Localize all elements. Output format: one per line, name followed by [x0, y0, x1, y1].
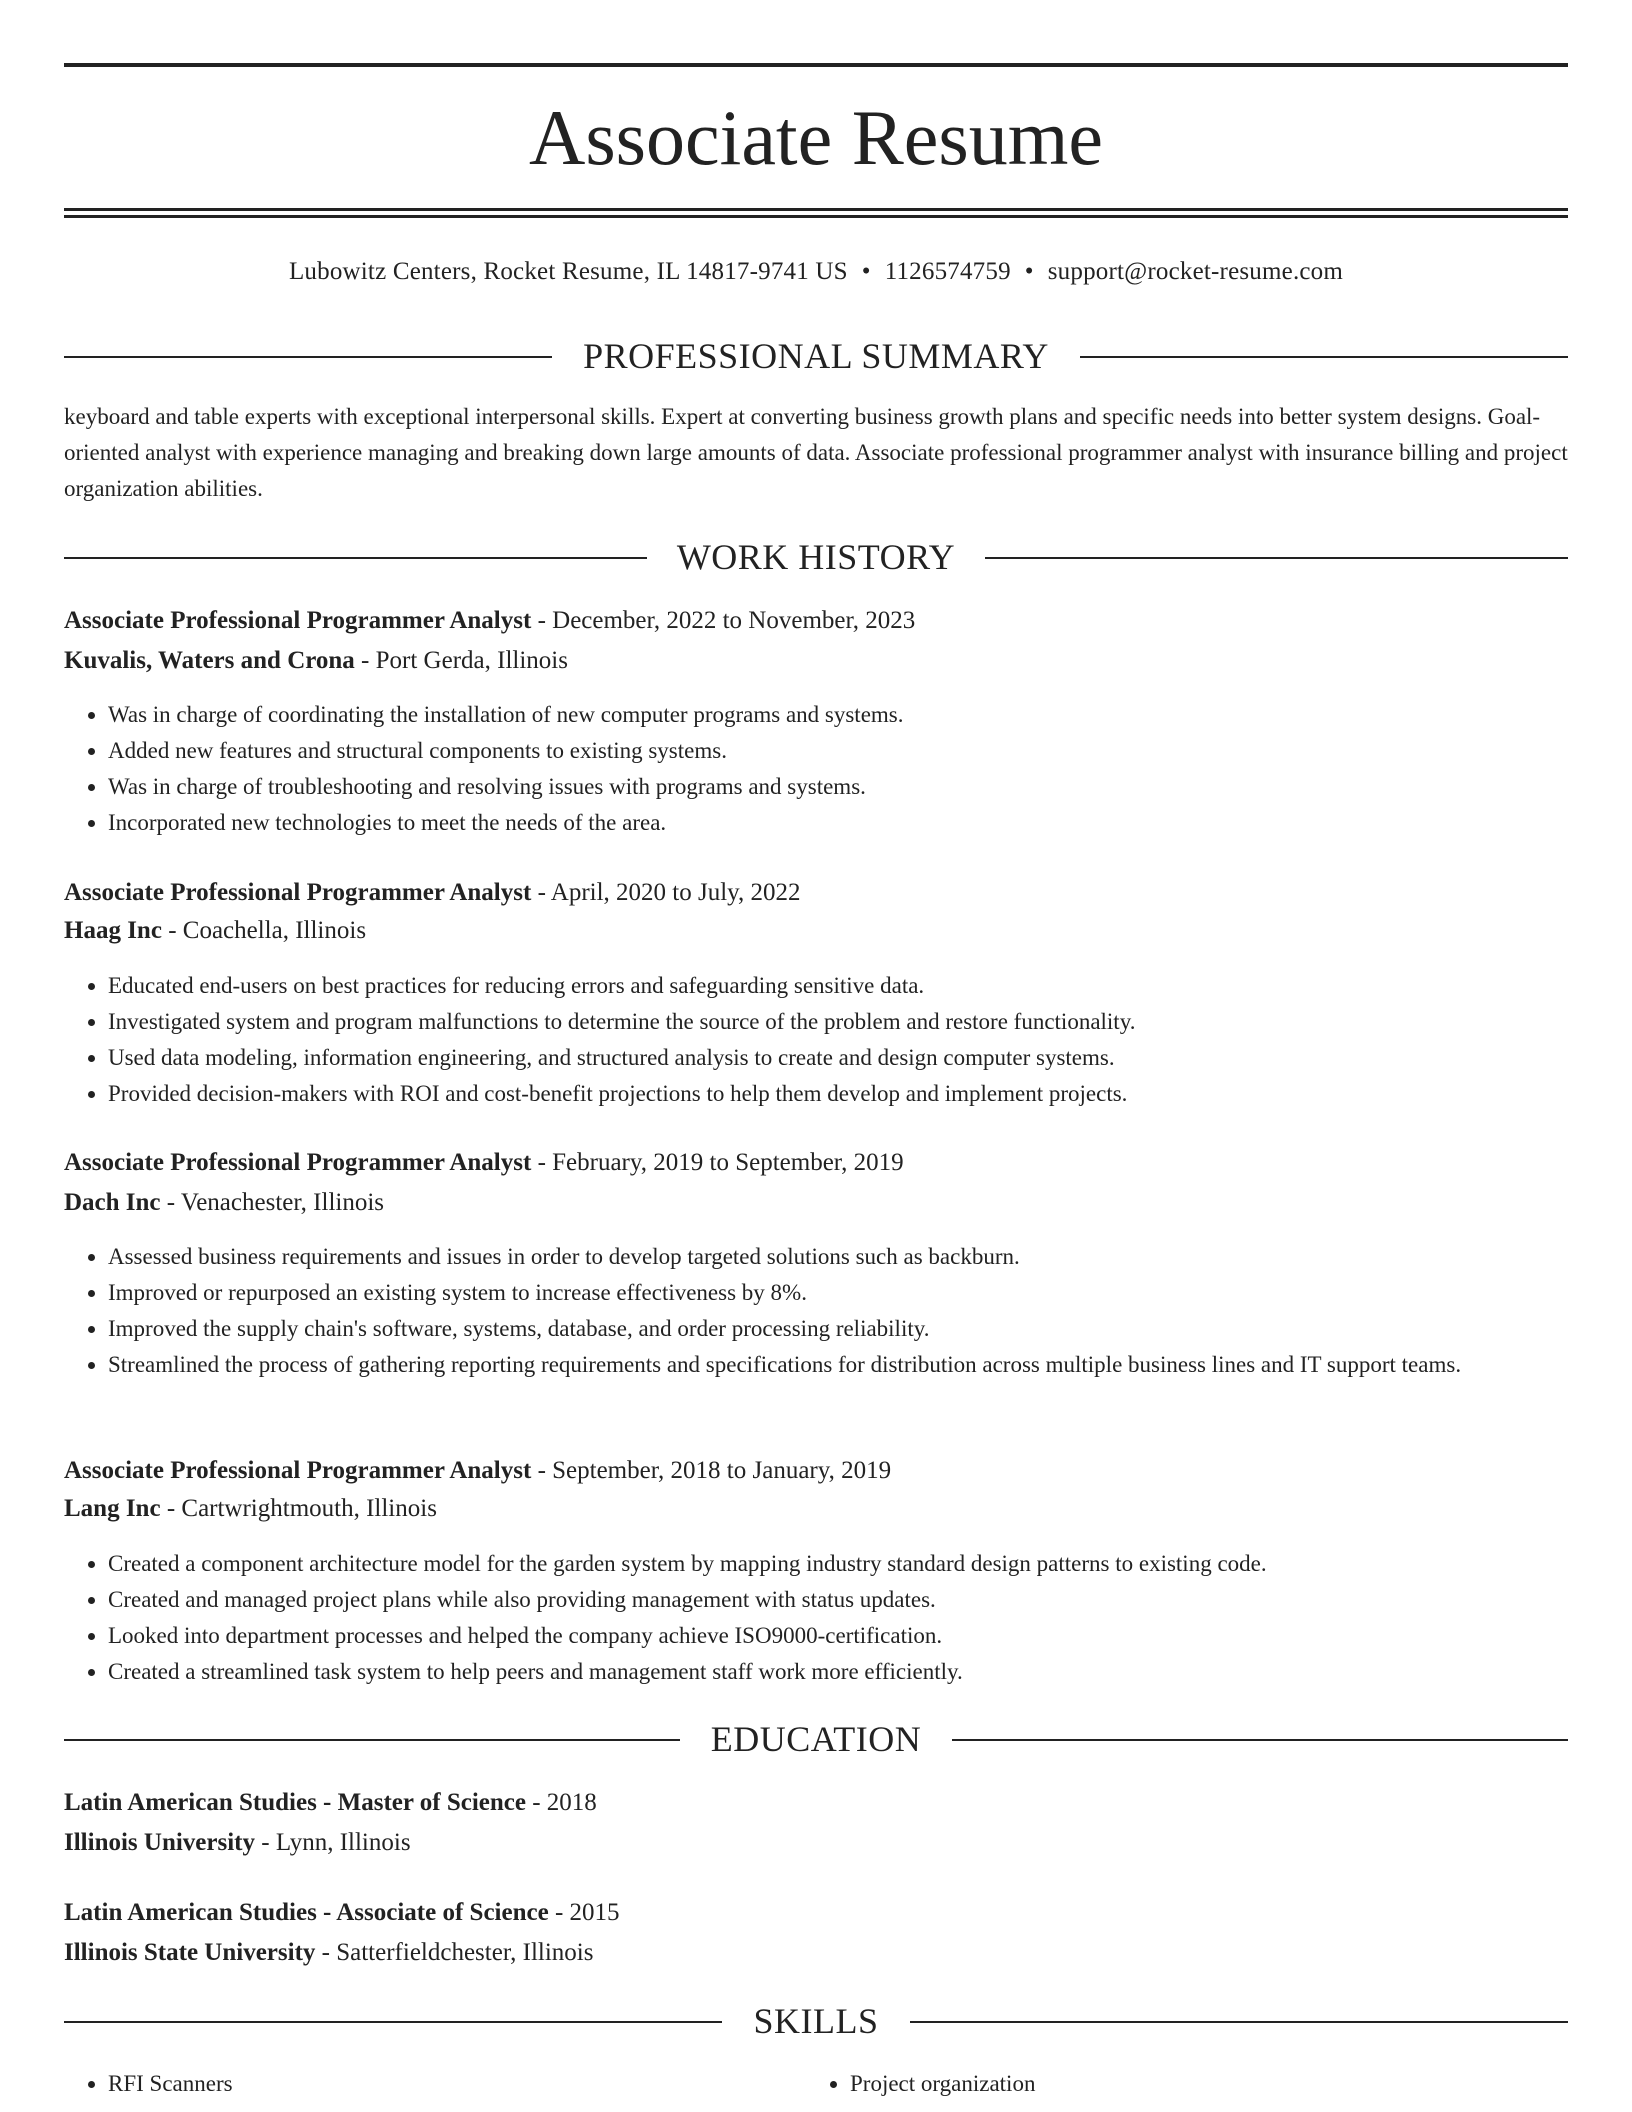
list-item: • Educated end-users on best practices for reducing errors and safeguarding sensitive data. — [108, 968, 1564, 1004]
job-company: Kuvalis, Waters and Crona — [64, 647, 355, 674]
list-item: • Assessed business requirements and issues in order to develop targeted solutions such as backburn. — [108, 1239, 1564, 1275]
list-item: • Incorporated new technologies to meet the needs of the area. — [108, 805, 1564, 841]
job-title-line — [64, 876, 1568, 910]
education-degree-line — [64, 1786, 1568, 1820]
contact-line — [64, 255, 1568, 289]
list-item: • Used data modeling, information engineering, and structured analysis to create and design computer systems. — [108, 1040, 1564, 1076]
list-item: • Improved or repurposed an existing system to increase effectiveness by 8%. — [108, 1275, 1564, 1311]
contact-phone[interactable]: 1126574759 — [884, 258, 1011, 285]
education-school-line — [64, 1936, 1568, 1970]
job-bullets — [64, 697, 1564, 841]
education-degree: Latin American Studies - Associate of Science — [64, 1899, 549, 1926]
job-title: Associate Professional Programmer Analyst — [64, 1457, 532, 1484]
education-school: Illinois State University — [64, 1939, 316, 1966]
job-dates: - April, 2020 to July, 2022 — [531, 879, 801, 906]
contact-separator: • — [861, 258, 871, 285]
summary-heading — [64, 336, 1568, 376]
job-location: - Cartwrightmouth, Illinois — [160, 1495, 437, 1522]
job-title-line — [64, 1146, 1568, 1180]
job-title: Associate Professional Programmer Analyst — [64, 607, 532, 634]
title-top-rule — [64, 63, 1568, 67]
contact-address: Lubowitz Centers, Rocket Resume, IL 14817-9741 US — [288, 258, 848, 285]
page-title: Associate Resume — [528, 94, 1104, 181]
section-title: SKILLS — [723, 2001, 908, 2041]
job-company-line — [64, 1186, 1568, 1220]
job-company: Dach Inc — [64, 1189, 161, 1216]
education-location: - Lynn, Illinois — [255, 1829, 411, 1856]
list-item: • Created a component architecture model for the garden system by mapping industry standard design patterns to existing code. — [108, 1546, 1564, 1582]
job-company: Haag Inc — [64, 917, 162, 944]
job-title-line — [64, 1454, 1568, 1488]
list-item: • Was in charge of troubleshooting and resolving issues with programs and systems. — [108, 769, 1564, 805]
work-history-heading — [64, 537, 1568, 577]
list-item: • Investigated system and program malfunctions to determine the source of the problem and restore functionality. — [108, 1004, 1564, 1040]
skills-list-left — [64, 2066, 804, 2102]
education-degree: Latin American Studies - Master of Science — [64, 1789, 526, 1816]
summary-text: keyboard and table experts with exceptional interpersonal skills. Expert at converting business growth plans and specific needs into better system designs. Goal-oriented analyst with experience managing and breaking down large amounts of data. Associate professional programmer analyst with insurance billing and project organization abilities. — [64, 404, 1568, 501]
education-school-line — [64, 1826, 1568, 1860]
job-title: Associate Professional Programmer Analyst — [64, 879, 532, 906]
list-item: • Created a streamlined task system to help peers and management staff work more efficiently. — [108, 1654, 1564, 1690]
job-location: - Port Gerda, Illinois — [354, 647, 568, 674]
list-item: • Created and managed project plans while also providing management with status updates. — [108, 1582, 1564, 1618]
skill-item: • Project organization — [850, 2066, 1546, 2102]
title-bottom-rule-2 — [64, 215, 1568, 218]
job-company-line — [64, 1492, 1568, 1526]
list-item: • Streamlined the process of gathering reporting requirements and specifications for distribution across multiple business lines and IT support teams. — [108, 1347, 1564, 1383]
job-dates: - September, 2018 to January, 2019 — [531, 1457, 892, 1484]
job-bullets — [64, 1239, 1564, 1383]
education-degree-line — [64, 1896, 1568, 1930]
job-location: - Venachester, Illinois — [160, 1189, 385, 1216]
contact-email[interactable]: support@rocket-resume.com — [1047, 258, 1344, 285]
job-title-line — [64, 604, 1568, 638]
title-bottom-rule-1 — [64, 208, 1568, 211]
section-title: WORK HISTORY — [647, 537, 985, 577]
job-location: - Coachella, Illinois — [161, 917, 367, 944]
list-item: • Looked into department processes and helped the company achieve ISO9000-certification. — [108, 1618, 1564, 1654]
job-bullets — [64, 968, 1564, 1112]
job-company-line — [64, 914, 1568, 948]
job-bullets — [64, 1546, 1564, 1690]
job-company-line — [64, 644, 1568, 678]
list-item: • Improved the supply chain's software, systems, database, and order processing reliability. — [108, 1311, 1564, 1347]
job-title: Associate Professional Programmer Analyst — [64, 1149, 532, 1176]
education-heading — [64, 1719, 1568, 1759]
list-item: • Was in charge of coordinating the installation of new computer programs and systems. — [108, 697, 1564, 733]
education-school: Illinois University — [64, 1829, 255, 1856]
job-dates: - February, 2019 to September, 2019 — [531, 1149, 904, 1176]
job-company: Lang Inc — [64, 1495, 161, 1522]
job-dates: - December, 2022 to November, 2023 — [531, 607, 916, 634]
skill-item: • RFI Scanners — [108, 2066, 804, 2102]
education-year: - 2018 — [525, 1789, 597, 1816]
list-item: • Provided decision-makers with ROI and cost-benefit projections to help them develop and implement projects. — [108, 1076, 1564, 1112]
list-item: • Added new features and structural components to existing systems. — [108, 733, 1564, 769]
education-year: - 2015 — [548, 1899, 620, 1926]
skills-list-right — [806, 2066, 1546, 2102]
section-title: PROFESSIONAL SUMMARY — [553, 336, 1079, 376]
contact-separator: • — [1024, 258, 1034, 285]
section-title: EDUCATION — [681, 1719, 951, 1759]
skills-heading — [64, 2001, 1568, 2041]
education-location: - Satterfieldchester, Illinois — [315, 1939, 594, 1966]
